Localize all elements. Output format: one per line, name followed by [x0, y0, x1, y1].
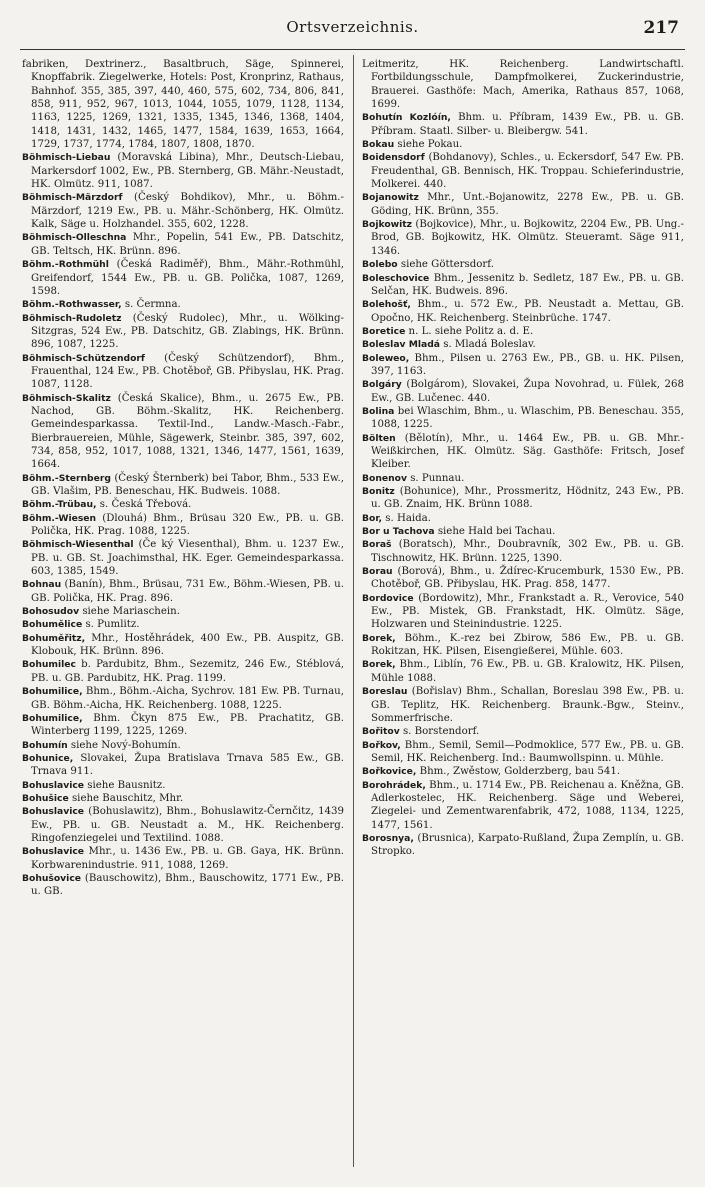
directory-entry [22, 779, 344, 792]
entry-text: (Banín), Bhm., Brüsau, 731 Ew., Böhm.-Wiesen, PB. u. GB. Polička, HK. Prag. 896. [31, 579, 344, 604]
directory-entry [362, 298, 684, 325]
entry-text: (Dlouhá) Bhm., Brüsau 320 Ew., PB. u. GB. Polička, HK. Prag. 1088, 1225. [31, 512, 344, 538]
directory-entry [362, 58, 684, 111]
entry-text: (Česká Radiměř), Bhm., Mähr.-Rothmühl, Greifendorf, 1544 Ew., PB. u. GB. Polička, 1087, 1269, 1598. [31, 259, 344, 297]
entry-headword: Borau [362, 566, 393, 578]
entry-text: Mhr., Popelin, 541 Ew., PB. Datschitz, GB. Teltsch, HK. Brünn. 896. [31, 232, 344, 257]
directory-entry [362, 538, 684, 565]
entry-text: (Bojkovice), Mhr., u. Bojkowitz, 2204 Ew., PB. Ung.-Brod, GB. Bojkowitz, HK. Olmütz. Steueramt. Säge 911, 1346. [371, 219, 684, 257]
directory-entry [362, 111, 684, 138]
entry-headword: Böhmisch-Wiesenthal [22, 539, 134, 551]
entry-headword: Bor u Tachova [362, 526, 435, 538]
entry-headword: Bojanowitz [362, 192, 419, 204]
directory-entry [22, 792, 344, 805]
entry-text: (Bolgárom), Slovakei, Župa Novohrad, u. Fülek, 268 Ew., GB. Lučenec. 440. [371, 379, 684, 404]
directory-entry [22, 739, 344, 752]
entry-text: b. Pardubitz, Bhm., Sezemitz, 246 Ew., Stéblová, PB. u. GB. Pardubitz, HK. Prag. 1199. [31, 659, 345, 684]
entry-text: (Borová), Bhm., u. Ždírec-Krucemburk, 1530 Ew., PB. Chotěboř, GB. Přibyslau, HK. Prag. 858, 1477. [371, 566, 684, 591]
page-header [22, 18, 683, 42]
directory-entry [22, 58, 344, 151]
entry-headword: Böhmisch-Schützendorf [22, 352, 145, 364]
entry-text: siehe Nový-Bohumín. [70, 739, 181, 751]
directory-entry [22, 872, 344, 899]
entry-headword: Böhm.-Trübau, [22, 499, 97, 511]
entry-text: n. L. siehe Politz a. d. E. [408, 325, 534, 337]
entry-text: fabriken, Dextrinerz., Basaltbruch, Säge, Spinnerei, Knopffabrik. Ziegelwerke, Hotels: Post, Kronprinz, Rathaus, Bahnhof. 355, 385, 397, 440, 460, 575, 602, 734, 806, 841, 858, 911, 952, 967, 1013, 1044, 1055, 1079, 1128, 1134, 1163, 1225, 1269, 1321, 1335, 1345, 1346, 1368, 1404, 1418, 1431, 1432, 1465, 1477, 1584, 1639, 1653, 1664, 1729, 1737, 1774, 1784, 1807, 1808, 1870. [22, 59, 344, 151]
entry-headword: Bořkov, [362, 739, 401, 751]
entry-headword: Boreslau [362, 686, 408, 698]
entry-text: (Český Rudolec), Mhr., u. Wölking-Sitzgras, 524 Ew., PB. Datschitz, GB. Zlabings, HK. Brünn. 896, 1087, 1225. [31, 312, 344, 351]
directory-entry [22, 658, 344, 685]
entry-text: (Bohdanovy), Schles., u. Eckersdorf, 547 Ew. PB. Freudenthal, GB. Bennisch, HK. Troppau. Schieferindustrie, Molkerei. 440. [371, 152, 684, 191]
directory-entry [22, 258, 344, 298]
entry-headword: Borek, [362, 659, 396, 671]
entry-headword: Boleslav Mladá [362, 339, 440, 351]
directory-entry [362, 338, 684, 351]
entry-text: s. Mladá Boleslav. [443, 339, 536, 351]
entry-text: Bhm., Böhm.-Aicha, Sychrov. 181 Ew. PB. Turnau, GB. Böhm.-Aicha, HK. Reichenberg. 1088, 1225. [31, 686, 344, 711]
entry-headword: Böhm.-Wiesen [22, 512, 97, 524]
directory-entry [362, 325, 684, 338]
entry-text: (Český Šternberk) bei Tabor, Bhm., 533 Ew., GB. Vlašim, PB. Beneschau, HK. Budweis. 1088. [31, 472, 344, 497]
directory-entry [22, 512, 344, 539]
entry-text: Bhm., Liblín, 76 Ew., PB. u. GB. Kralowitz, HK. Pilsen, Mühle 1088. [371, 659, 684, 684]
entry-headword: Bordovice [362, 592, 414, 604]
directory-entry [362, 258, 684, 271]
entry-headword: Bolehošť, [362, 299, 411, 311]
directory-entry [362, 432, 684, 472]
directory-entry [362, 138, 684, 151]
entry-headword: Bohunice, [22, 752, 74, 764]
entry-headword: Boleschovice [362, 272, 430, 284]
directory-entry [22, 298, 344, 311]
entry-text: (Bohuslawitz), Bhm., Bohuslawitz-Černčitz, 1439 Ew., PB. u. GB. Neustadt a. M., HK. Reichenberg. Ringofenziegelei und Textilind. 1088. [31, 806, 345, 844]
entry-text: siehe Göttersdorf. [400, 259, 494, 271]
directory-entry [362, 779, 684, 832]
directory-entry [22, 618, 344, 631]
entry-text: (Boratsch), Mhr., Doubravník, 302 Ew., PB. u. GB. Tischnowitz, HK. Brünn. 1225, 1390. [371, 539, 684, 564]
entry-text: (Český Schützendorf), Bhm., Frauenthal, 124 Ew., PB. Chotěboř, GB. Přibyslau, HK. Prag. 1087, 1128. [31, 352, 344, 391]
entry-text: (Če ký Viesenthal), Bhm. u. 1237 Ew., PB. u. GB. St. Joachimsthal, HK. Eger. Gemeindesparkassa. 603, 1385, 1549. [31, 539, 344, 578]
entry-text: Bhm., u. 1714 Ew., PB. Reichenau a. Kněžna, GB. Adlerkostelec, HK. Reichenberg. Säge und Weberei, Ziegelei- und Zementwarenfabrik, 472, 1088, 1134, 1225, 1477, 1561. [371, 779, 684, 831]
entry-headword: Bölten [362, 432, 396, 444]
entry-text: (Český Bohdikov), Mhr., u. Böhm.-Märzdorf, 1219 Ew., PB. u. Mähr.-Schönberg, HK. Olmütz. Kalk, Säge u. Holzhandel. 355, 602, 1228. [31, 192, 344, 231]
entry-headword: Boidensdorf [362, 152, 425, 164]
entry-headword: Bohušice [22, 792, 69, 804]
entry-headword: Bohumilice, [22, 712, 83, 724]
entry-headword: Bohuslavice [22, 806, 85, 818]
directory-entry [22, 352, 344, 392]
entry-text: (Bohunice), Mhr., Prossmeritz, Hödnitz, 243 Ew., PB. u. GB. Znaim, HK. Brünn 1088. [371, 486, 684, 511]
entry-headword: Bolina [362, 405, 395, 417]
directory-entry [22, 605, 344, 618]
entry-headword: Bohnau [22, 579, 62, 591]
entry-headword: Bohušovice [22, 872, 81, 884]
left-column [22, 58, 344, 899]
directory-entry [22, 632, 344, 659]
entry-text: s. Haida. [385, 512, 431, 524]
entry-text: Bhm., Pilsen u. 2763 Ew., PB., GB. u. HK. Pilsen, 397, 1163. [371, 352, 684, 377]
entry-text: (Bořislav) Bhm., Schallan, Boreslau 398 Ew., PB. u. GB. Teplitz, HK. Reichenberg. Braunk.-Bgw., Steinv., Sommerfrische. [371, 686, 684, 724]
directory-entry [22, 752, 344, 779]
directory-entry [362, 739, 684, 766]
entry-headword: Bohumilec [22, 659, 76, 671]
directory-entry [362, 658, 684, 685]
directory-entry [362, 832, 684, 859]
directory-entry [362, 592, 684, 632]
entry-headword: Böhmisch-Olleschna [22, 232, 127, 244]
entry-text: s. Pumlitz. [85, 619, 140, 631]
entry-headword: Bohumilice, [22, 686, 83, 698]
directory-entry [22, 392, 344, 472]
directory-entry [362, 765, 684, 778]
directory-entry [362, 472, 684, 485]
entry-text: siehe Bauschitz, Mhr. [71, 792, 184, 804]
entry-text: bei Wlaschim, Bhm., u. Wlaschim, PB. Beneschau. 355, 1088, 1225. [371, 405, 684, 431]
entry-headword: Bohumín [22, 739, 68, 751]
directory-entry [362, 218, 684, 258]
entry-headword: Boraš [362, 539, 392, 551]
entry-text: siehe Mariaschein. [82, 606, 180, 618]
directory-entry [362, 685, 684, 725]
entry-headword: Bolgáry [362, 379, 402, 391]
entry-text: Mhr., Hostěhrádek, 400 Ew., PB. Auspitz, GB. Klobouk, HK. Brünn. 896. [31, 632, 344, 658]
directory-entry [362, 378, 684, 405]
entry-headword: Böhmisch-Skalitz [22, 392, 111, 404]
entry-headword: Borohrádek, [362, 779, 426, 791]
entry-text: Mhr., Unt.-Bojanowitz, 2278 Ew., PB. u. GB. Göding, HK. Brünn, 355. [371, 192, 684, 217]
entry-text: (Bělotín), Mhr., u. 1464 Ew., PB. u. GB. Mhr.-Weißkirchen, HK. Olmütz. Säg. Gasthöfe: Fritsch, Josef Kleiber. [371, 432, 684, 471]
entry-text: siehe Pokau. [397, 139, 463, 151]
directory-entry [362, 565, 684, 592]
directory-entry [22, 538, 344, 578]
directory-entry [362, 352, 684, 379]
entry-text: Bhm. u. Příbram, 1439 Ew., PB. u. GB. Příbram. Staatl. Silber- u. Bleibergw. 541. [371, 112, 684, 137]
entry-headword: Bor, [362, 512, 382, 524]
entry-headword: Böhm.-Sternberg [22, 472, 111, 484]
right-column [362, 58, 684, 859]
entry-text: s. Čermna. [124, 299, 181, 311]
entry-headword: Bořitov [362, 726, 400, 738]
entry-headword: Bokau [362, 139, 395, 151]
directory-entry [22, 712, 344, 739]
entry-text: Bhm., Jessenitz b. Sedletz, 187 Ew., PB. u. GB. Selčan, HK. Budweis. 896. [371, 272, 684, 297]
directory-entry [362, 725, 684, 738]
entry-headword: Bohuslavice [22, 779, 85, 791]
entry-headword: Bonenov [362, 472, 407, 484]
directory-entry [22, 845, 344, 872]
entry-headword: Bojkowitz [362, 219, 413, 231]
directory-entry [22, 312, 344, 352]
entry-text: Bhm., Zwěstow, Golderzberg, bau 541. [419, 766, 621, 778]
directory-entry [22, 498, 344, 511]
entry-headword: Borek, [362, 632, 396, 644]
directory-entry [362, 191, 684, 218]
running-title: Ortsverzeichnis. [286, 18, 419, 36]
entry-headword: Borosnya, [362, 832, 414, 844]
entry-headword: Böhmisch-Liebau [22, 152, 111, 164]
entry-headword: Böhmisch-Rudoletz [22, 312, 122, 324]
directory-entry [22, 685, 344, 712]
header-divider [20, 49, 685, 50]
entry-text: Bhm., Semil, Semil—Podmoklice, 577 Ew., PB. u. GB. Semil, HK. Reichenberg. Ind.: Baumwollspinn. u. Mühle. [371, 739, 684, 764]
entry-text: Leitmeritz, HK. Reichenberg. Landwirtschaftl. Fortbildungsschule, Dampfmolkerei, Zuckerindustrie, Brauerei. Gasthöfe: Mach, Amerika, Rathaus 857, 1068, 1699. [362, 59, 684, 111]
directory-entry [362, 632, 684, 659]
entry-headword: Böhm.-Rothmühl [22, 259, 109, 271]
entry-text: siehe Hald bei Tachau. [437, 526, 556, 538]
directory-entry [22, 472, 344, 499]
directory-entry [362, 405, 684, 432]
entry-text: Mhr., u. 1436 Ew., PB. u. GB. Gaya, HK. Brünn. Korbwarenindustrie. 911, 1088, 1269. [31, 846, 344, 871]
entry-text: Bhm. Čkyn 875 Ew., PB. Prachatitz, GB. Winterberg 1199, 1225, 1269. [31, 712, 344, 738]
entry-text: (Bordowitz), Mhr., Frankstadt a. R., Verovice, 540 Ew., PB. Mistek, GB. Frankstadt, HK. Olmütz. Säge, Holzwaren und Steinindustrie. 1225. [371, 592, 684, 631]
entry-text: s. Borstendorf. [402, 726, 480, 738]
directory-entry [22, 191, 344, 231]
directory-entry [362, 485, 684, 512]
entry-text: s. Punnau. [410, 472, 465, 484]
entry-headword: Bohosudov [22, 606, 80, 618]
directory-entry [22, 805, 344, 845]
entry-headword: Bořkovice, [362, 766, 417, 778]
entry-headword: Boleweo, [362, 352, 410, 364]
entry-text: (Brusnica), Karpato-Rußland, Župa Zemplín, u. GB. Stropko. [371, 832, 684, 858]
entry-headword: Boretice [362, 325, 406, 337]
entry-headword: Böhm.-Rothwasser, [22, 299, 122, 311]
entry-headword: Bolebo [362, 259, 398, 271]
page-number: 217 [643, 18, 679, 38]
directory-entry [362, 151, 684, 191]
entry-text: Slovakei, Župa Bratislava Trnava 585 Ew., GB. Trnava 911. [31, 752, 345, 778]
entry-text: (Moravská Libina), Mhr., Deutsch-Liebau, Markersdorf 1002, Ew., PB. Sternberg, GB. Mähr.-Neustadt, HK. Olmütz. 911, 1087. [31, 152, 344, 191]
entry-text: siehe Bausnitz. [87, 779, 166, 791]
directory-entry [22, 231, 344, 258]
entry-text: s. Česká Třebová. [99, 499, 192, 511]
entry-text: (Bauschowitz), Bhm., Bauschowitz, 1771 Ew., PB. u. GB. [31, 872, 345, 898]
entry-text: Bhm., u. 572 Ew., PB. Neustadt a. Mettau, GB. Opočno, HK. Reichenberg. Steinbrüche. 1747. [371, 299, 684, 324]
directory-entry [22, 151, 344, 191]
entry-text: Böhm., K.-rez bei Zbirow, 586 Ew., PB. u. GB. Rokitzan, HK. Pilsen, Eisengießerei, Mühle. 603. [371, 632, 684, 658]
entry-headword: Böhmisch-Märzdorf [22, 192, 123, 204]
entry-headword: Bonitz [362, 486, 395, 497]
entry-text: (Česká Skalice), Bhm., u. 2675 Ew., PB. Nachod, GB. Böhm.-Skalitz, HK. Reichenberg. Gemeindesparkassa. Textil-Ind., Landw.-Masch.-Fabr., Bierbrauereien, Mühle, Sägewerk, Steinbr. 385, 397, 602, 734, 858, 952, 1017, 1088, 1321, 1346, 1477, 1561, 1639, 1664. [31, 392, 344, 471]
entry-headword: Bohuměřitz, [22, 632, 86, 644]
directory-entry [362, 272, 684, 299]
column-divider [353, 55, 354, 1167]
directory-entry [22, 578, 344, 605]
entry-headword: Bohuslavice [22, 846, 85, 858]
directory-entry [362, 525, 684, 538]
entry-headword: Bohutín Kozlóín, [362, 112, 451, 124]
directory-entry [362, 512, 684, 525]
entry-headword: Bohumělice [22, 619, 83, 631]
